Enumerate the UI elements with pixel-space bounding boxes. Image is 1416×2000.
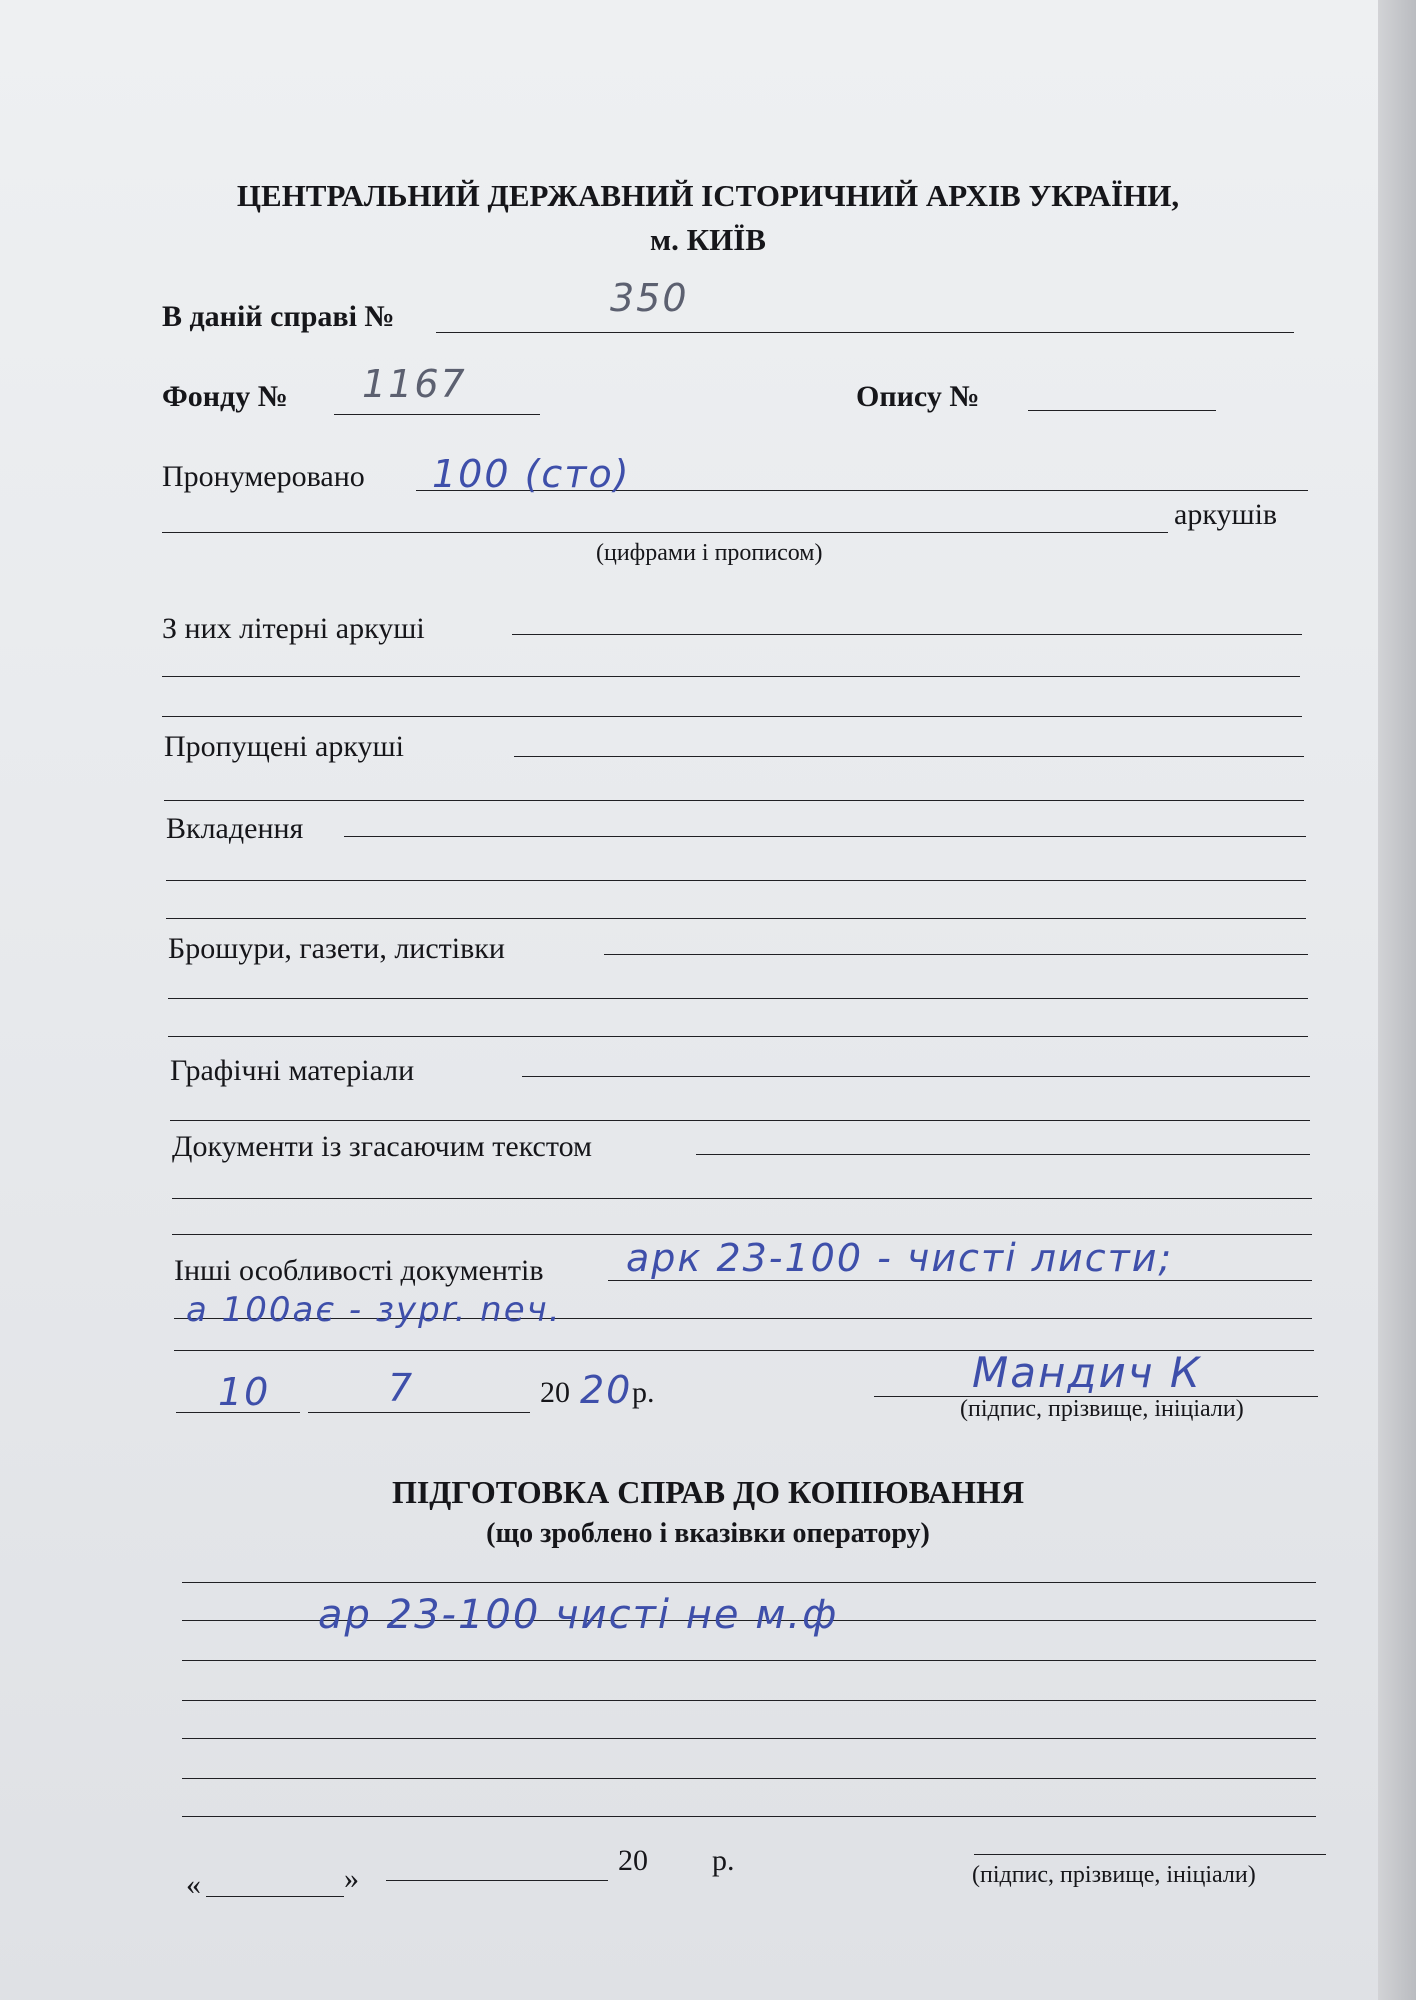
numbered-hint: (цифрами і прописом) [596,540,823,566]
other-features-line [608,1280,1312,1281]
sheets-suffix: аркушів [1174,498,1278,531]
page-edge [1378,0,1416,2000]
numbered-value: 100 (сто) [432,452,631,496]
sign1-day: 10 [218,1370,271,1414]
sign2-year-end: р. [712,1844,735,1877]
case-line [436,332,1294,333]
graphics-line-2 [170,1120,1310,1121]
other-features-note-2: а 100ає - зуpr. neч. [186,1290,562,1330]
archive-title: ЦЕНТРАЛЬНИЙ ДЕРЖАВНИЙ ІСТОРИЧНИЙ АРХІВ УКРАЇНИ, [236,178,1180,213]
operator-note: ар 23-100 чисті не м.ф [318,1592,839,1638]
operator-line-3 [182,1660,1316,1661]
signature-1: Мандич К [972,1348,1202,1397]
section2-title: ПІДГОТОВКА СПРАВ ДО КОПІЮВАННЯ [391,1474,1025,1510]
fond-number: 1167 [362,362,467,406]
sign2-caption: (підпис, прізвище, ініціали) [972,1862,1256,1888]
section2-subtitle: (що зроблено і вказівки оператору) [486,1518,930,1549]
graphics-line [522,1076,1310,1077]
other-features-note-1: арк 23-100 - чисті листи; [626,1236,1174,1280]
month-line [308,1412,530,1413]
fond-line [334,414,540,415]
sign1-year-prefix: 20 [540,1376,570,1409]
missing-sheets-line-2 [164,800,1304,801]
opys-line [1028,410,1216,411]
brochures-label: Брошури, газети, листівки [168,932,505,965]
sign1-month: 7 [388,1366,415,1410]
attachments-line-3 [166,918,1306,919]
attachments-line-2 [166,880,1306,881]
sign1-year: 20 [580,1368,633,1412]
letter-sheets-line-2 [162,676,1300,677]
fading-text-line-2 [172,1198,1312,1199]
sign2-quote-open: « [186,1868,201,1901]
sign2-day-line [206,1896,344,1897]
brochures-line [604,954,1308,955]
attachments-line [344,836,1306,837]
brochures-line-3 [168,1036,1308,1037]
other-features-label: Інші особливості документів [174,1254,544,1287]
letter-sheets-line [512,634,1302,635]
sign2-year-prefix: 20 [618,1844,648,1877]
sign2-signature-line [974,1854,1326,1855]
numbered-label: Пронумеровано [162,460,365,493]
sign1-year-end: р. [632,1376,655,1409]
case-number: 350 [610,276,689,320]
sign1-caption: (підпис, прізвище, ініціали) [960,1396,1244,1422]
operator-line-1 [182,1582,1316,1583]
missing-sheets-label: Пропущені аркуші [164,730,404,763]
numbered-line-2 [162,532,1168,533]
sign2-quote-close: » [344,1862,359,1895]
operator-line-7 [182,1816,1316,1817]
fading-text-line [696,1154,1310,1155]
graphics-label: Графічні матеріали [170,1054,415,1087]
brochures-line-2 [168,998,1308,999]
missing-sheets-line [514,756,1304,757]
fading-text-label: Документи із згасаючим текстом [172,1130,592,1163]
letter-sheets-line-3 [162,716,1302,717]
letter-sheets-label: З них літерні аркуші [162,612,425,645]
case-label: В даній справі № [162,300,395,333]
operator-line-4 [182,1700,1316,1701]
sign2-month-line [386,1880,608,1881]
fading-text-line-3 [172,1234,1312,1235]
fond-label: Фонду № [162,380,288,413]
attachments-label: Вкладення [166,812,304,845]
operator-line-5 [182,1738,1316,1739]
archive-city: м. КИЇВ [650,222,766,257]
operator-line-6 [182,1778,1316,1779]
opys-label: Опису № [856,380,980,413]
